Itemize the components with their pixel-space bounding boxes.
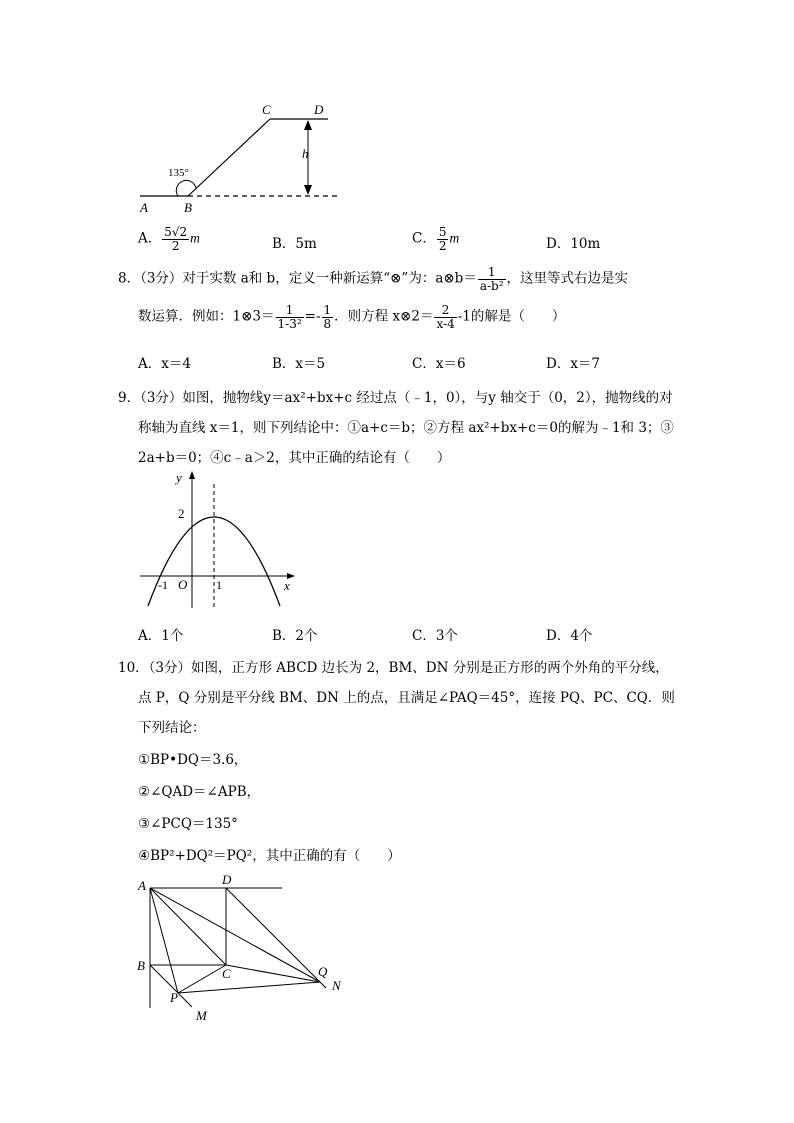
numerator: 1 bbox=[323, 303, 332, 317]
text: 8．（3分）对于实数 a和 b，定义一种新运算“⊗”为：a⊗b＝ bbox=[118, 270, 477, 287]
q9-option-A: A．1个 bbox=[138, 628, 184, 644]
y-axis-arrow bbox=[189, 471, 195, 479]
label-neg1: -1 bbox=[158, 578, 168, 592]
arrow-head-down bbox=[304, 185, 312, 195]
segment-AP bbox=[150, 888, 178, 993]
label-x: x bbox=[284, 578, 290, 593]
q10-line3: 下列结论： bbox=[138, 720, 206, 736]
label-C: C bbox=[262, 102, 271, 117]
q10-square-figure bbox=[130, 870, 360, 1026]
label-M: M bbox=[196, 1008, 207, 1023]
q7-option-B: B．5m bbox=[272, 236, 317, 252]
q8-line1 bbox=[118, 266, 628, 292]
option-prefix: C． bbox=[412, 230, 436, 247]
q10-conclusion-1: ①BP•DQ＝3.6， bbox=[138, 752, 248, 768]
q10-line2: 点 P，Q 分别是平分线 BM、DN 上的点，且满足∠PAQ＝45°，连接 PQ、PC、CQ．则 bbox=[138, 690, 675, 706]
label-A: A bbox=[138, 878, 146, 893]
q8-line2 bbox=[138, 304, 565, 330]
segment-PQ bbox=[178, 982, 320, 993]
label-Q: Q bbox=[318, 964, 328, 979]
denominator: x-4 bbox=[436, 316, 455, 331]
q8-option-D: D．x＝7 bbox=[546, 356, 601, 372]
segment-AQ bbox=[150, 888, 320, 982]
q7-slope-figure bbox=[130, 98, 350, 218]
label-B: B bbox=[184, 200, 192, 215]
q9-option-C: C．3个 bbox=[412, 628, 458, 644]
q10-conclusion-3: ③∠PCQ＝135° bbox=[138, 816, 238, 832]
slope-line bbox=[188, 119, 270, 196]
option-prefix: A． bbox=[138, 230, 162, 247]
q7-option-C bbox=[412, 226, 459, 252]
angle-arc bbox=[176, 180, 196, 196]
label-C: C bbox=[222, 966, 231, 981]
q7-option-D: D．10m bbox=[546, 236, 601, 252]
label-N: N bbox=[332, 978, 341, 993]
label-1: 1 bbox=[216, 578, 222, 592]
numerator: 1 bbox=[276, 304, 304, 318]
q8-option-B: B．x＝5 bbox=[272, 356, 326, 372]
unit: m bbox=[449, 230, 460, 246]
segment-PC bbox=[178, 965, 226, 993]
q9-parabola-figure bbox=[132, 468, 302, 614]
label-D: D bbox=[314, 102, 324, 117]
text: =- bbox=[304, 308, 321, 325]
numerator: 5 bbox=[438, 225, 447, 239]
q9-line1: 9．（3分）如图，抛物线y＝ax²+bx+c 经过点（﹣1，0），与y 轴交于（0，2），抛物线的对 bbox=[118, 390, 673, 406]
denominator: 8 bbox=[323, 316, 332, 331]
q8-option-C: C．x＝6 bbox=[412, 356, 466, 372]
numerator: 5√2 bbox=[164, 225, 188, 239]
denominator: a-b² bbox=[479, 278, 504, 293]
numerator: 2 bbox=[434, 304, 456, 318]
segment-AC bbox=[150, 888, 226, 965]
text: ，这里等式右边是实 bbox=[506, 270, 629, 287]
text: -1的解是（ ） bbox=[457, 308, 566, 325]
q10-conclusion-4: ④BP²+DQ²＝PQ²，其中正确的有（ ） bbox=[138, 848, 401, 864]
q7-option-A bbox=[138, 226, 200, 252]
q10-conclusion-2: ②∠QAD＝∠APB， bbox=[138, 784, 261, 800]
q9-option-B: B．2个 bbox=[272, 628, 318, 644]
label-P: P bbox=[170, 990, 178, 1005]
text: ．则方程 x⊗2＝ bbox=[334, 308, 434, 325]
label-A: A bbox=[140, 200, 148, 215]
fraction bbox=[276, 304, 304, 330]
label-2: 2 bbox=[178, 506, 185, 521]
fraction bbox=[434, 304, 456, 330]
q9-line3: 2a+b＝0；④c﹣a＞2，其中正确的结论有（ ） bbox=[138, 450, 451, 466]
label-O: O bbox=[178, 577, 188, 592]
label-y: y bbox=[176, 470, 182, 485]
denominator: 2 bbox=[438, 238, 447, 253]
denominator: 1-3² bbox=[277, 316, 302, 331]
arrow-head-up bbox=[304, 120, 312, 130]
denominator: 2 bbox=[171, 238, 180, 253]
q9-option-D: D．4个 bbox=[546, 628, 593, 644]
label-D: D bbox=[222, 872, 232, 887]
q10-line1: 10．（3分）如图，正方形 ABCD 边长为 2，BM、DN 分别是正方形的两个外角的平分线， bbox=[118, 660, 669, 676]
text: 数运算．例如：1⊗3＝ bbox=[138, 308, 275, 325]
label-h: h bbox=[302, 146, 309, 161]
label-B: B bbox=[137, 958, 145, 973]
unit: m bbox=[190, 230, 200, 246]
angle-label: 135° bbox=[168, 167, 189, 179]
fraction bbox=[162, 226, 189, 252]
q9-line2: 称轴为直线 x＝1，则下列结论中：①a+c＝b；②方程 ax²+bx+c＝0的解为﹣1和 3；③ bbox=[138, 420, 674, 436]
numerator: 1 bbox=[478, 266, 506, 280]
fraction bbox=[322, 304, 334, 330]
q8-option-A: A．x＝4 bbox=[138, 356, 191, 372]
fraction bbox=[437, 226, 449, 252]
fraction bbox=[478, 266, 506, 292]
